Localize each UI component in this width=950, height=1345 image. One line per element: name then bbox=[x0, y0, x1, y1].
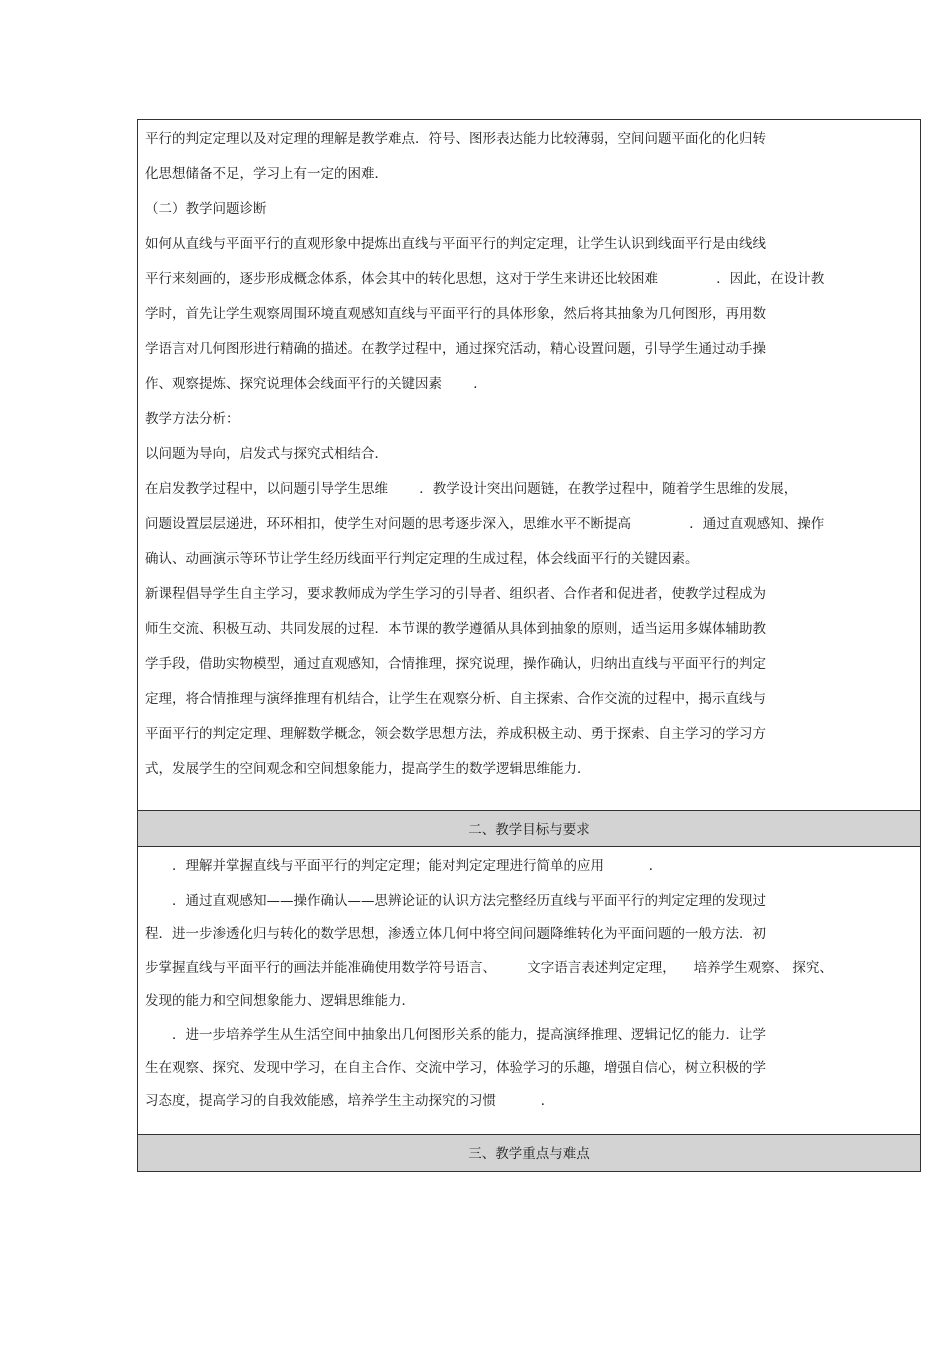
text-line: 如何从直线与平面平行的直观形象中提炼出直线与平面平行的判定定理，让学生认识到线面平行是由线线 bbox=[145, 236, 766, 252]
text-line: 生在观察、探究、发现中学习，在自主合作、交流中学习，体验学习的乐趣，增强自信心，树立积极的学 bbox=[145, 1060, 766, 1076]
text-line: 学手段，借助实物模型，通过直观感知，合情推理，探究说理，操作确认，归纳出直线与平面平行的判定 bbox=[145, 656, 766, 672]
text-line: 以问题为导向，启发式与探究式相结合． bbox=[145, 446, 388, 462]
text-line: ．理解并掌握直线与平面平行的判定定理；能对判定定理进行简单的应用 ． bbox=[145, 858, 663, 874]
text-line: 定理，将合情推理与演绎推理有机结合，让学生在观察分析、自主探索、合作交流的过程中，揭示直线与 bbox=[145, 691, 766, 707]
subheading-method-analysis: 教学方法分析： bbox=[145, 411, 240, 427]
text-line: 平面平行的判定定理、理解数学概念，领会数学思想方法，养成积极主动、勇于探索、自主学习的学习方 bbox=[145, 726, 766, 742]
text-line: 步掌握直线与平面平行的画法并能准确使用数学符号语言、 文字语言表述判定定理， 培养学生观察、 探究、 bbox=[145, 960, 833, 976]
text-line: 式，发展学生的空间观念和空间想象能力，提高学生的数学逻辑思维能力． bbox=[145, 761, 591, 777]
section-title-key-points: 三、教学重点与难点 bbox=[468, 1146, 590, 1162]
lesson-plan-table bbox=[137, 119, 921, 1172]
text-line: 习态度，提高学习的自我效能感，培养学生主动探究的习惯 ． bbox=[145, 1093, 555, 1109]
text-line: 平行的判定定理以及对定理的理解是教学难点．符号、图形表达能力比较薄弱，空间问题平面化的化归转 bbox=[145, 131, 766, 147]
text-line: 学语言对几何图形进行精确的描述。在教学过程中，通过探究活动，精心设置问题，引导学生通过动手操 bbox=[145, 341, 766, 357]
text-line: 程．进一步渗透化归与转化的数学思想，渗透立体几何中将空间问题降维转化为平面问题的一般方法．初 bbox=[145, 926, 766, 942]
text-line: 学时，首先让学生观察周围环境直观感知直线与平面平行的具体形象，然后将其抽象为几何图形，再用数 bbox=[145, 306, 766, 322]
text-line: 发现的能力和空间想象能力、逻辑思维能力． bbox=[145, 993, 415, 1009]
section-title-goals: 二、教学目标与要求 bbox=[468, 822, 590, 838]
text-line: 在启发教学过程中，以问题引导学生思维 ．教学设计突出问题链，在教学过程中，随着学生思维的发展， bbox=[145, 481, 798, 497]
text-line: 确认、动画演示等环节让学生经历线面平行判定定理的生成过程，体会线面平行的关键因素。 bbox=[145, 551, 699, 567]
text-line: 平行来刻画的，逐步形成概念体系，体会其中的转化思想，这对于学生来讲还比较困难 ．因此，在设计教 bbox=[145, 271, 825, 287]
section-header-goals bbox=[138, 811, 920, 847]
section-header-key-points bbox=[138, 1135, 920, 1171]
text-line: ．通过直观感知——操作确认——思辨论证的认识方法完整经历直线与平面平行的判定定理的发现过 bbox=[145, 893, 766, 909]
goals-cell bbox=[138, 847, 920, 1135]
text-line: 师生交流、积极互动、共同发展的过程．本节课的教学遵循从具体到抽象的原则，适当运用多媒体辅助教 bbox=[145, 621, 766, 637]
text-line: 作、观察提炼、探究说理体会线面平行的关键因素 ． bbox=[145, 376, 487, 392]
text-line: 化思想储备不足，学习上有一定的困难． bbox=[145, 166, 388, 182]
text-line: 问题设置层层递进，环环相扣，使学生对问题的思考逐步深入，思维水平不断提高 ．通过直观感知、操作 bbox=[145, 516, 825, 532]
subheading-teaching-diagnosis: （二）教学问题诊断 bbox=[145, 201, 267, 217]
text-line: ．进一步培养学生从生活空间中抽象出几何图形关系的能力，提高演绎推理、逻辑记忆的能力．让学 bbox=[145, 1027, 766, 1043]
analysis-cell bbox=[138, 120, 920, 811]
text-line: 新课程倡导学生自主学习，要求教师成为学生学习的引导者、组织者、合作者和促进者，使教学过程成为 bbox=[145, 586, 766, 602]
